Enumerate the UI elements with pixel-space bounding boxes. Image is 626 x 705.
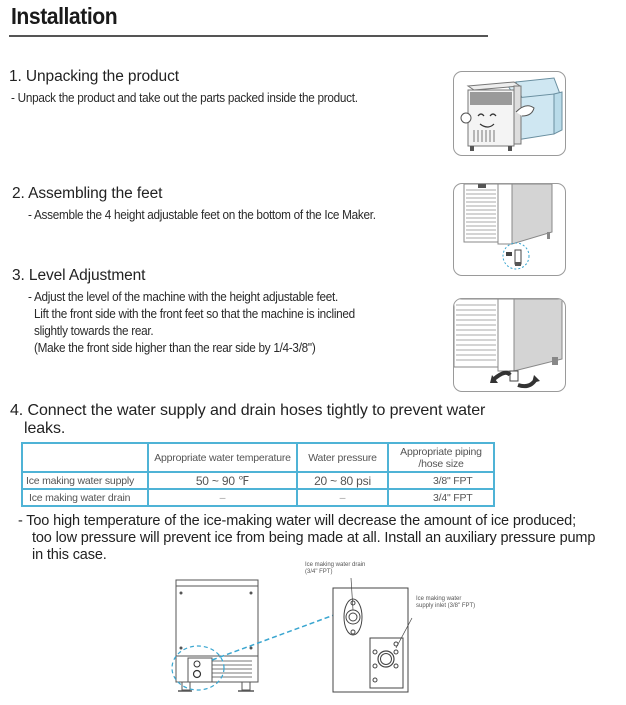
table-row bbox=[22, 472, 494, 489]
unpacking-illustration bbox=[453, 71, 566, 156]
table-header-cell-empty bbox=[22, 443, 148, 472]
table-header-cell: Appropriate water temperature bbox=[148, 443, 297, 472]
section-3-text-line-1: - Adjust the level of the machine with the height adjustable feet. bbox=[28, 290, 338, 304]
table-cell: – bbox=[297, 489, 388, 506]
adjustable-foot-icon bbox=[454, 184, 565, 275]
section-2-text: - Assemble the 4 height adjustable feet on the bottom of the Ice Maker. bbox=[28, 208, 376, 222]
ice-maker-rear-diagram-icon bbox=[160, 560, 480, 700]
table-cell: – bbox=[148, 489, 297, 506]
note-line-3: in this case. bbox=[32, 547, 107, 563]
section-3-text-line-4: (Make the front side higher than the rear side by 1/4-3/8") bbox=[34, 341, 316, 355]
section-3-heading: 3. Level Adjustment bbox=[12, 267, 146, 284]
section-3-text-line-2: Lift the front side with the front feet so that the machine is inclined bbox=[34, 307, 355, 321]
water-spec-table bbox=[21, 442, 495, 507]
inlet-label-line-1: Ice making water bbox=[416, 596, 462, 602]
table-header-cell: Water pressure bbox=[297, 443, 388, 472]
hose-connection-diagram bbox=[160, 560, 480, 700]
table-header-cell-line: Appropriate piping bbox=[400, 445, 482, 458]
table-header-cell-line: /hose size bbox=[418, 457, 464, 470]
note-line-2: too low pressure will prevent ice from being made at all. Install an auxiliary pressure pump bbox=[32, 530, 596, 546]
ice-maker-unboxing-icon bbox=[454, 72, 565, 155]
table-header-cell bbox=[388, 443, 494, 472]
table-cell: Ice making water supply bbox=[22, 472, 148, 489]
title-underline bbox=[9, 35, 488, 37]
table-cell: Ice making water drain bbox=[22, 489, 148, 506]
section-2-heading: 2. Assembling the feet bbox=[12, 185, 163, 202]
drain-label-line-2: (3/4" FPT) bbox=[305, 569, 333, 575]
table-cell: 50 ~ 90 ℉ bbox=[148, 472, 297, 489]
section-1-heading: 1. Unpacking the product bbox=[9, 68, 179, 85]
rotate-foot-icon bbox=[454, 299, 565, 391]
section-3-text-line-3: slightly towards the rear. bbox=[34, 324, 154, 338]
feet-assembly-illustration bbox=[453, 183, 566, 276]
table-cell: 20 ~ 80 psi bbox=[297, 472, 388, 489]
inlet-label-line-2: supply inlet (3/8" FPT) bbox=[416, 603, 476, 609]
level-adjustment-illustration bbox=[453, 298, 566, 392]
section-1-text: - Unpack the product and take out the parts packed inside the product. bbox=[11, 91, 358, 105]
table-cell: 3/4" FPT bbox=[388, 489, 494, 506]
table-row bbox=[22, 489, 494, 506]
section-4-heading-line-2: leaks. bbox=[24, 420, 66, 437]
note-line-1: - Too high temperature of the ice-making water will decrease the amount of ice produced; bbox=[18, 513, 576, 529]
drain-label-line-1: Ice making water drain bbox=[305, 562, 366, 568]
page-title: Installation bbox=[11, 3, 118, 29]
table-header-row bbox=[22, 443, 494, 472]
table-cell: 3/8" FPT bbox=[388, 472, 494, 489]
section-4-heading-line-1: 4. Connect the water supply and drain hoses tightly to prevent water bbox=[10, 402, 486, 419]
